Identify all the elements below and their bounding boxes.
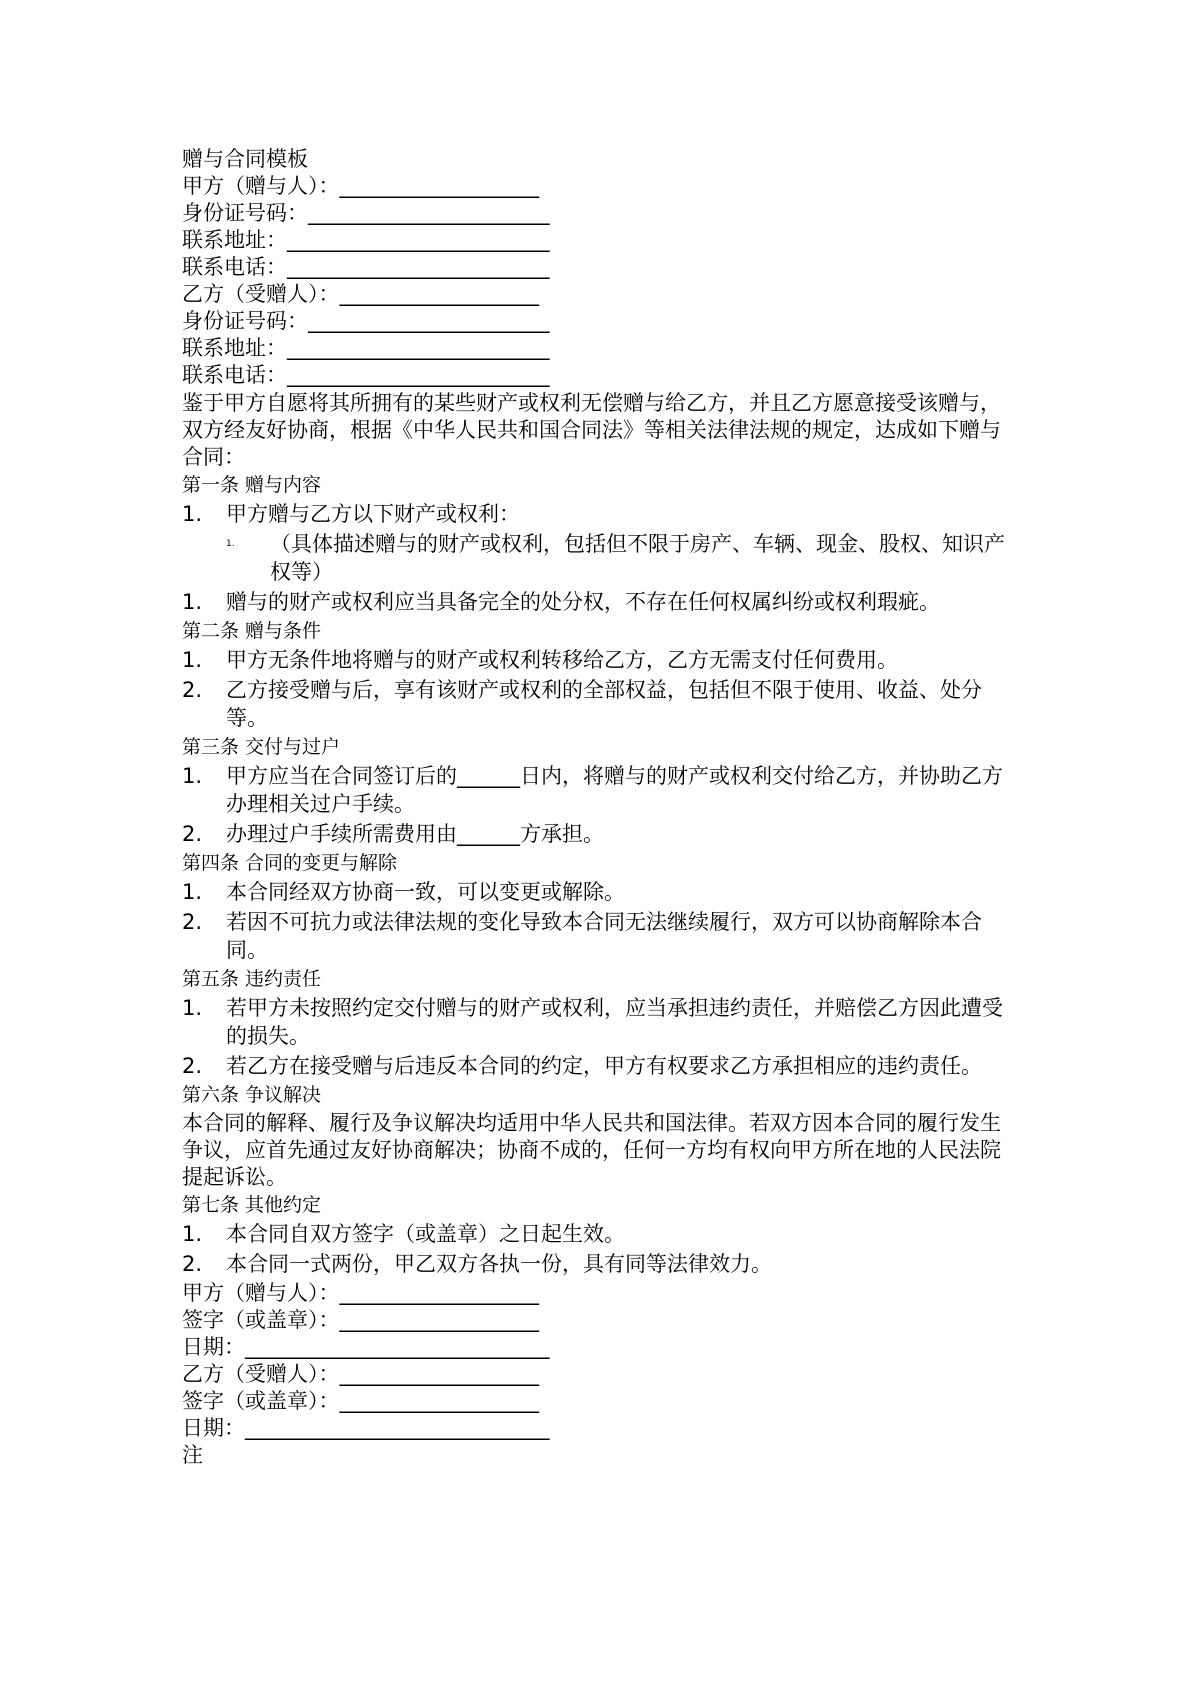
list-item <box>182 878 1018 906</box>
item-text: 若因不可抗力或法律法规的变化导致本合同无法继续履行，双方可以协商解除本合同。 <box>226 910 982 962</box>
party-b-signature-date: 日期：_____________________________ <box>182 1416 550 1440</box>
item-number: 1. <box>182 502 203 526</box>
item-text: 本合同一式两份，甲乙双方各执一份，具有同等法律效力。 <box>226 1252 772 1276</box>
list-item <box>182 908 1018 964</box>
article-5-heading: 第五条 违约责任 <box>182 968 322 990</box>
item-number: 2. <box>182 1252 203 1276</box>
item-number: 1. <box>182 648 203 672</box>
party-b-info <box>182 281 1018 389</box>
item-number: 2. <box>182 678 203 702</box>
item-text: 乙方接受赠与后，享有该财产或权利的全部权益，包括但不限于使用、收益、处分等。 <box>226 678 982 730</box>
article-1-heading: 第一条 赠与内容 <box>182 474 322 496</box>
item-text: 甲方赠与乙方以下财产或权利： <box>226 502 520 526</box>
item-number: 1. <box>182 996 203 1020</box>
list-item <box>182 676 1018 732</box>
party-a-signature-name: 甲方（赠与人）：___________________ <box>182 1281 539 1305</box>
list-item <box>182 762 1018 818</box>
party-b-phone-field: 联系电话：_________________________ <box>182 363 550 387</box>
list-item <box>182 500 1018 528</box>
party-a-signature-seal: 签字（或盖章）：___________________ <box>182 1308 539 1332</box>
party-a-info <box>182 173 1018 281</box>
footer-note: 注 <box>182 1443 203 1467</box>
party-b-address-field: 联系地址：_________________________ <box>182 336 550 360</box>
item-text: 甲方无条件地将赠与的财产或权利转移给乙方，乙方无需支付任何费用。 <box>226 648 898 672</box>
item-number: 2. <box>182 1054 203 1078</box>
party-b-signature-name: 乙方（受赠人）：___________________ <box>182 1362 539 1386</box>
item-text: 若甲方未按照约定交付赠与的财产或权利，应当承担违约责任，并赔偿乙方因此遭受的损失。 <box>226 996 1003 1048</box>
preamble-paragraph: 鉴于甲方自愿将其所拥有的某些财产或权利无偿赠与给乙方，并且乙方愿意接受该赠与，双方经友好协商，根据《中华人民共和国合同法》等相关法律法规的规定，达成如下赠与合同： <box>182 391 1001 469</box>
sub-list-item <box>182 530 1018 586</box>
sub-item-number: 1. <box>226 539 235 549</box>
party-a-signature-date: 日期：_____________________________ <box>182 1335 550 1359</box>
item-number: 2. <box>182 910 203 934</box>
item-number: 1. <box>182 880 203 904</box>
party-a-phone-field: 联系电话：_________________________ <box>182 255 550 279</box>
item-number: 2. <box>182 822 203 846</box>
party-b-name-field: 乙方（受赠人）：___________________ <box>182 282 539 306</box>
list-item <box>182 820 1018 848</box>
item-text: 赠与的财产或权利应当具备完全的处分权，不存在任何权属纠纷或权利瑕疵。 <box>226 590 940 614</box>
item-text: 本合同经双方协商一致，可以变更或解除。 <box>226 880 625 904</box>
document-title: 赠与合同模板 <box>182 147 308 171</box>
item-text: 本合同自双方签字（或盖章）之日起生效。 <box>226 1222 625 1246</box>
article-7-heading: 第七条 其他约定 <box>182 1194 322 1216</box>
list-item <box>182 646 1018 674</box>
list-item <box>182 1250 1018 1278</box>
item-text: 办理过户手续所需费用由______方承担。 <box>226 822 604 846</box>
item-number: 1. <box>182 590 203 614</box>
item-number: 1. <box>182 1222 203 1246</box>
party-b-signature-seal: 签字（或盖章）：___________________ <box>182 1389 539 1413</box>
party-a-name-field: 甲方（赠与人）：___________________ <box>182 174 539 198</box>
list-item <box>182 994 1018 1050</box>
article-4-heading: 第四条 合同的变更与解除 <box>182 852 398 874</box>
party-a-id-field: 身份证号码：_______________________ <box>182 201 550 225</box>
signature-block <box>182 1280 1018 1442</box>
document-body <box>182 146 1018 1469</box>
article-6-heading: 第六条 争议解决 <box>182 1084 322 1106</box>
item-text: 甲方应当在合同签订后的______日内，将赠与的财产或权利交付给乙方，并协助乙方办理相关过户手续。 <box>226 764 1003 816</box>
party-b-id-field: 身份证号码：_______________________ <box>182 309 550 333</box>
article-3-heading: 第三条 交付与过户 <box>182 736 341 758</box>
list-item <box>182 1052 1018 1080</box>
list-item <box>182 588 1018 616</box>
dispute-paragraph: 本合同的解释、履行及争议解决均适用中华人民共和国法律。若双方因本合同的履行发生争议，应首先通过友好协商解决；协商不成的，任何一方均有权向甲方所在地的人民法院提起诉讼。 <box>182 1111 1001 1189</box>
article-2-heading: 第二条 赠与条件 <box>182 620 322 642</box>
item-number: 1. <box>182 764 203 788</box>
item-text: 若乙方在接受赠与后违反本合同的约定，甲方有权要求乙方承担相应的违约责任。 <box>226 1054 982 1078</box>
list-item <box>182 1220 1018 1248</box>
sub-item-text: （具体描述赠与的财产或权利，包括但不限于房产、车辆、现金、股权、知识产权等） <box>270 532 1005 584</box>
party-a-address-field: 联系地址：_________________________ <box>182 228 550 252</box>
